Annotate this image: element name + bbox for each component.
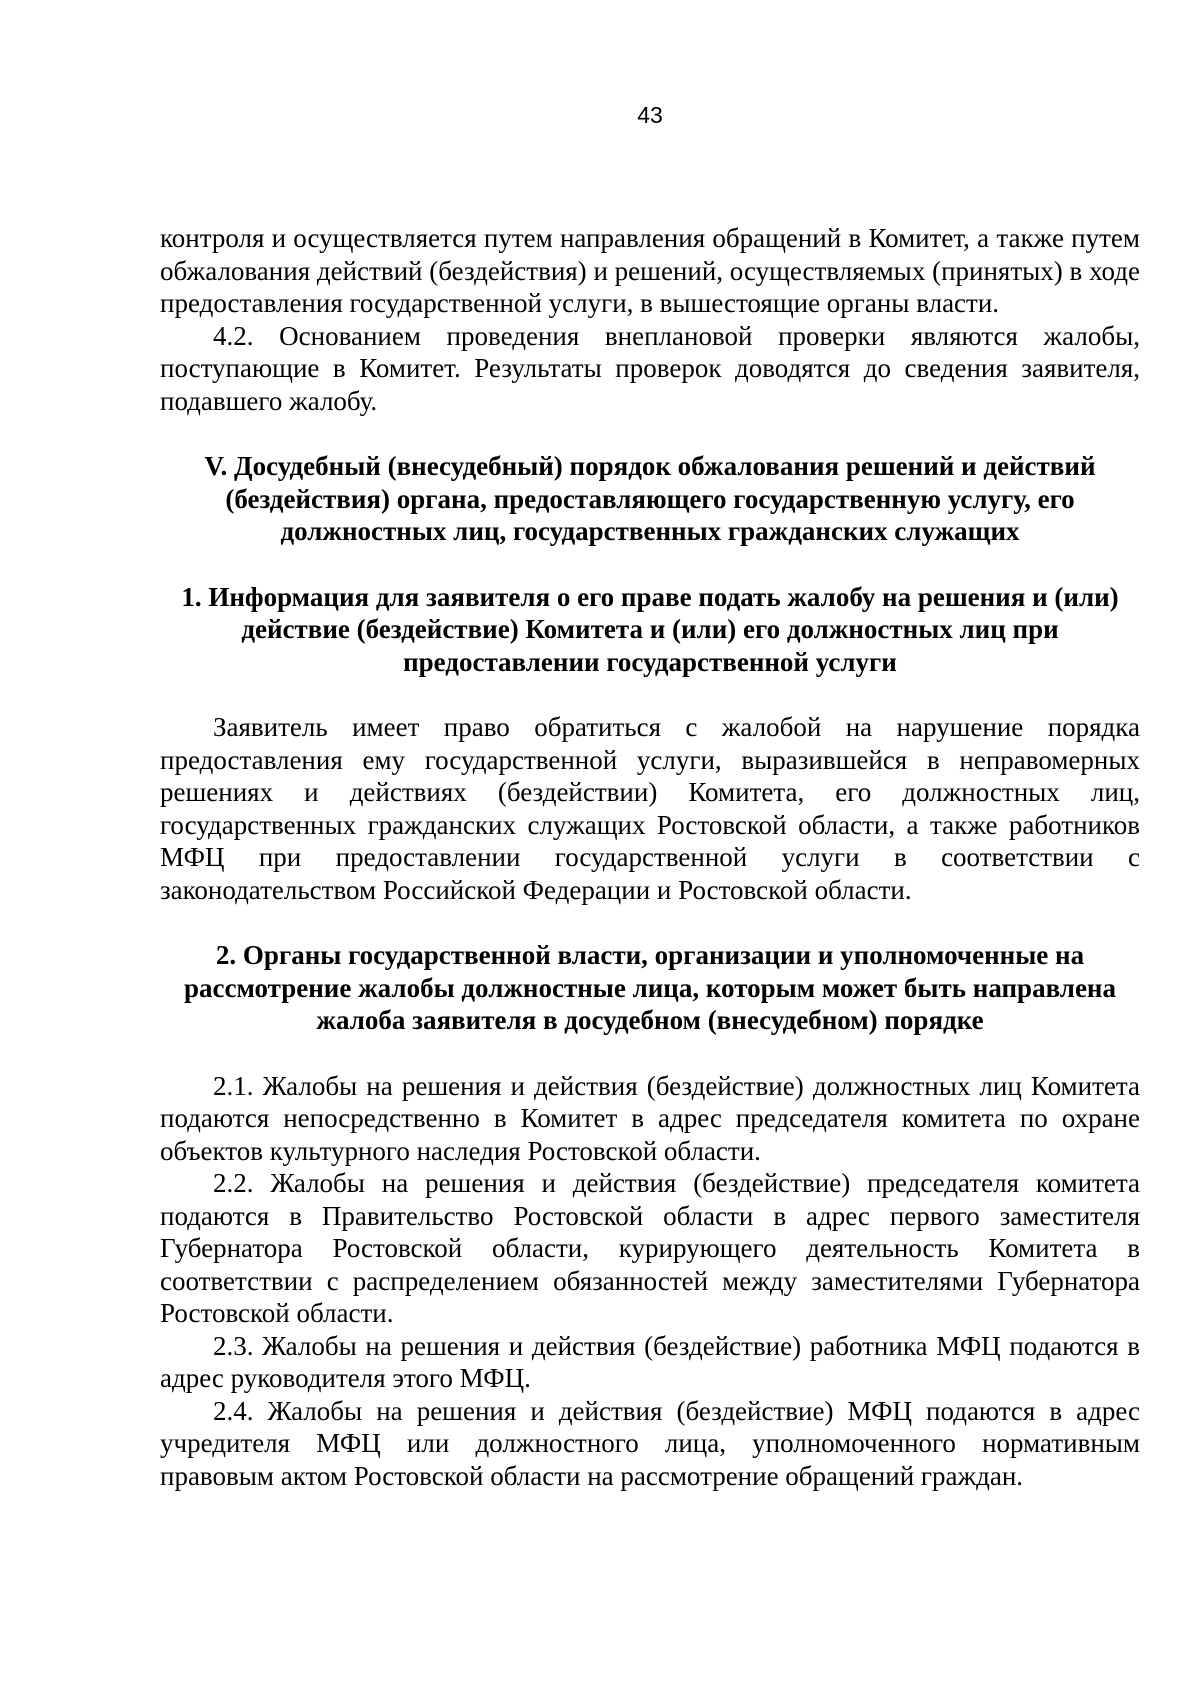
document-content bbox=[160, 222, 1140, 1492]
subsection-heading-2: 2. Органы государственной власти, организации и уполномоченные на рассмотрение жалобы должностные лица, которым может быть направлена жалоба заявителя в досудебном (внесудебном) порядке bbox=[184, 940, 1116, 1035]
paragraph-applicant-right: Заявитель имеет право обратиться с жалобой на нарушение порядка предоставления ему государственной услуги, выразившейся в неправомерных решениях и действиях (бездействии) Комитета, его должностных лиц, государственных гражданских служащих Ростовской области, а также работников МФЦ при предоставлении государственной услуги в соответствии с законодательством Российской Федерации и Ростовской области. bbox=[160, 712, 1140, 905]
paragraph-2-4: 2.4. Жалобы на решения и действия (бездействие) МФЦ подаются в адрес учредителя МФЦ или должностного лица, уполномоченного нормативным правовым актом Ростовской области на рассмотрение обращений граждан. bbox=[160, 1395, 1140, 1491]
paragraph-continuation: контроля и осуществляется путем направления обращений в Комитет, а также путем обжалования действий (бездействия) и решений, осуществляемых (принятых) в ходе предоставления государственной услуги, в вышестоящие органы власти. bbox=[160, 223, 1140, 318]
paragraph-2-1: 2.1. Жалобы на решения и действия (бездействие) должностных лиц Комитета подаются непосредственно в Комитет в адрес председателя комитета по охране объектов культурного наследия Ростовской области. bbox=[160, 1070, 1140, 1166]
paragraph-4-2: 4.2. Основанием проведения внеплановой проверки являются жалобы, поступающие в Комитет. Результаты проверок доводятся до сведения заявителя, подавшего жалобу. bbox=[160, 320, 1140, 416]
section-spacer bbox=[160, 678, 1140, 711]
paragraph-2-2: 2.2. Жалобы на решения и действия (бездействие) председателя комитета подаются в Правительство Ростовской области в адрес первого заместителя Губернатора Ростовской области, курирующего деятельность Комитета в соответствии с распределением обязанностей между заместителями Губернатора Ростовской области. bbox=[160, 1168, 1140, 1328]
section-spacer bbox=[160, 906, 1140, 939]
section-spacer bbox=[160, 1037, 1140, 1070]
page-number: 43 bbox=[637, 102, 663, 128]
section-spacer bbox=[160, 417, 1140, 450]
section-spacer bbox=[160, 548, 1140, 581]
paragraph-2-3: 2.3. Жалобы на решения и действия (бездействие) работника МФЦ подаются в адрес руководителя этого МФЦ. bbox=[160, 1330, 1140, 1393]
section-heading-v: V. Досудебный (внесудебный) порядок обжалования решений и действий (бездействия) органа, предоставляющего государственную услугу, его должностных лиц, государственных гражданских служащих bbox=[204, 451, 1096, 546]
subsection-heading-1: 1. Информация для заявителя о его праве подать жалобу на решения и (или) действие (бездействие) Комитета и (или) его должностных лиц при предоставлении государственной услуги bbox=[181, 581, 1119, 677]
